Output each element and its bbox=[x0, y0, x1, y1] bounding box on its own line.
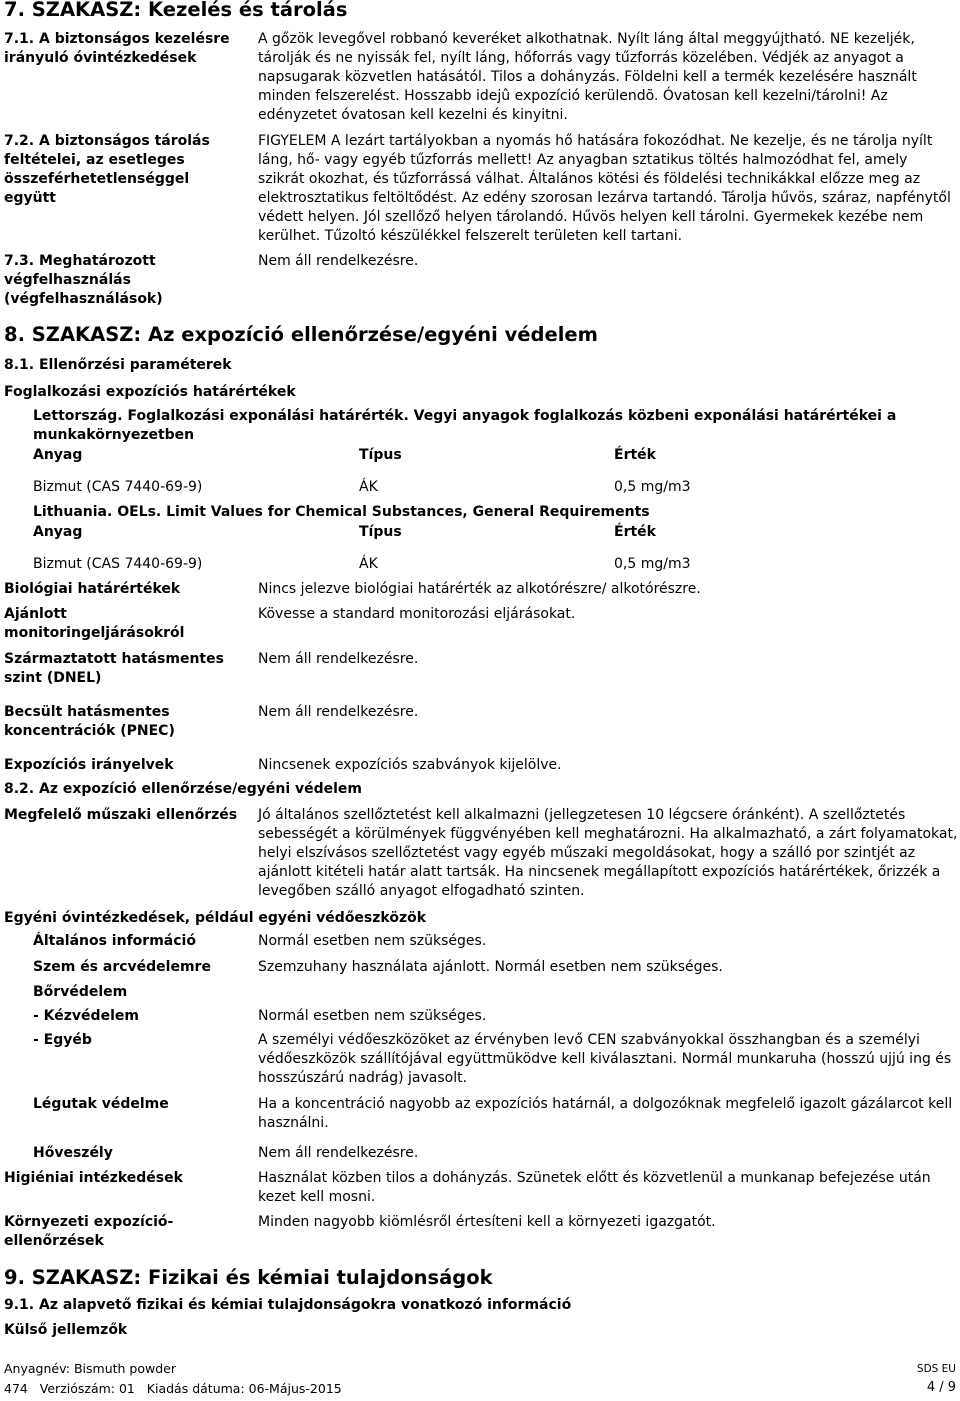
table1-col-ertek: Érték bbox=[614, 447, 656, 463]
s91-heading: 9.1. Az alapvető fizikai és kémiai tulajdonságokra vonatkozó információ bbox=[4, 1297, 572, 1313]
other-label: - Egyéb bbox=[33, 1032, 92, 1048]
guidelines-text: Nincsenek expozíciós szabványok kijelölve. bbox=[258, 757, 562, 773]
engineering-text: Jó általános szellőztetést kell alkalmazni (jellegzetesen 10 légcsere óránként). A szellőztetés sebességét a körülmények függvényében kell meghatározni. Ha alkalmazható, a zárt folyamatokat, helyi elszívásos szellőztetést vagy egyéb műszaki megoldásokat, hogy a szálló por szintjét az ajánlott kitételi határ alatt tartsák. Ha nincsenek megállapított expozíciós határértékek, őrizzék a levegőben szálló anyagot elfogadható szinten. bbox=[258, 807, 958, 899]
oel-heading: Foglalkozási expozíciós határértékek bbox=[4, 384, 296, 400]
guidelines-label: Expozíciós irányelvek bbox=[4, 757, 174, 773]
general-info-text: Normál esetben nem szükséges. bbox=[258, 933, 487, 949]
table1-value: 0,5 mg/m3 bbox=[614, 479, 691, 495]
footer-meta: 474 Verziószám: 01 Kiadás dátuma: 06-Május-2015 bbox=[4, 1381, 342, 1396]
ppe-heading: Egyéni óvintézkedések, például egyéni védőeszközök bbox=[4, 910, 427, 926]
environmental-text: Minden nagyobb kiömlésről értesíteni kell a környezeti igazgatót. bbox=[258, 1214, 716, 1230]
table1-title: Lettország. Foglalkozási exponálási határérték. Vegyi anyagok foglalkozás közbeni exponálási határértékei a munkakörnyezetben bbox=[33, 408, 897, 443]
table2-col-ertek: Érték bbox=[614, 524, 656, 540]
s71-text: A gőzök levegővel robbanó keveréket alkothatnak. Nyílt láng által meggyújtható. NE kezeljék, tárolják és ne nyissák fel, nyílt láng, hőforrás vagy tűzforrás közelében. Védjék az anyagot a napsugarak közvetlen hatásától. Tilos a dohányzás. Földelni kell a termék kezelésére használt minden felszerelést. Hosszabb idejû expozíció kerülendõ. Óvatosan kell kezelni/tárolni! Az edényzetet óvatosan kell kezelni és kinyitni. bbox=[258, 31, 917, 123]
hygiene-text: Használat közben tilos a dohányzás. Szünetek előtt és közvetlenül a munkanap befejezése után kezet kell mosni. bbox=[258, 1170, 931, 1205]
general-info-label: Általános információ bbox=[33, 933, 196, 949]
section-7-title: 7. SZAKASZ: Kezelés és tárolás bbox=[4, 0, 348, 21]
pnec-label: Becsült hatásmentes koncentrációk (PNEC) bbox=[4, 704, 175, 739]
s73-label: 7.3. Meghatározott végfelhasználás (végfelhasználások) bbox=[4, 253, 163, 307]
s71-label: 7.1. A biztonságos kezelésre irányuló óvintézkedések bbox=[4, 31, 230, 66]
table2-value: 0,5 mg/m3 bbox=[614, 556, 691, 572]
s72-label: 7.2. A biztonságos tárolás feltételei, az esetleges összeférhetetlenséggel együtt bbox=[4, 133, 210, 206]
table2-col-tipus: Típus bbox=[359, 524, 402, 540]
s81-heading: 8.1. Ellenőrzési paraméterek bbox=[4, 357, 232, 373]
table2-type: ÁK bbox=[359, 556, 378, 572]
thermal-label: Hőveszély bbox=[33, 1145, 113, 1161]
footer-product: Anyagnév: Bismuth powder bbox=[4, 1361, 177, 1376]
table1-col-tipus: Típus bbox=[359, 447, 402, 463]
table1-substance: Bizmut (CAS 7440-69-9) bbox=[33, 479, 203, 495]
environmental-label: Környezeti expozíció-ellenőrzések bbox=[4, 1214, 174, 1249]
s73-text: Nem áll rendelkezésre. bbox=[258, 253, 419, 269]
thermal-text: Nem áll rendelkezésre. bbox=[258, 1145, 419, 1161]
eye-text: Szemzuhany használata ajánlott. Normál esetben nem szükséges. bbox=[258, 959, 723, 975]
pnec-text: Nem áll rendelkezésre. bbox=[258, 704, 419, 720]
other-text: A személyi védőeszközöket az érvényben levő CEN szabványokkal összhangban és a személyi védőeszközök szállítójával együttmüködve kell kiválasztani. Normál munkaruha (hosszú ujjú ing és hosszúszárú nadrág) javasolt. bbox=[258, 1032, 952, 1086]
respiratory-label: Légutak védelme bbox=[33, 1096, 169, 1112]
table2-col-anyag: Anyag bbox=[33, 524, 83, 540]
dnel-label: Származtatott hatásmentes szint (DNEL) bbox=[4, 651, 224, 686]
monitoring-label: Ajánlott monitoringeljárásokról bbox=[4, 606, 185, 641]
table2-title: Lithuania. OELs. Limit Values for Chemical Substances, General Requirements bbox=[33, 504, 650, 520]
section-8-title: 8. SZAKASZ: Az expozíció ellenőrzése/egyéni védelem bbox=[4, 323, 598, 346]
footer-sds: SDS EU bbox=[916, 1363, 956, 1375]
dnel-text: Nem áll rendelkezésre. bbox=[258, 651, 419, 667]
page-number: 4 / 9 bbox=[926, 1380, 956, 1395]
table2-substance: Bizmut (CAS 7440-69-9) bbox=[33, 556, 203, 572]
eye-label: Szem és arcvédelemre bbox=[33, 959, 211, 975]
bio-label: Biológiai határértékek bbox=[4, 581, 181, 597]
hand-label: - Kézvédelem bbox=[33, 1008, 139, 1024]
appearance-heading: Külső jellemzők bbox=[4, 1322, 128, 1338]
section-9-title: 9. SZAKASZ: Fizikai és kémiai tulajdonságok bbox=[4, 1266, 493, 1289]
table1-type: ÁK bbox=[359, 479, 378, 495]
bio-text: Nincs jelezve biológiai határérték az alkotórészre/ alkotórészre. bbox=[258, 581, 701, 597]
skin-label: Bőrvédelem bbox=[33, 984, 128, 1000]
table1-col-anyag: Anyag bbox=[33, 447, 83, 463]
monitoring-text: Kövesse a standard monitorozási eljárásokat. bbox=[258, 606, 576, 622]
hand-text: Normál esetben nem szükséges. bbox=[258, 1008, 487, 1024]
engineering-label: Megfelelő műszaki ellenőrzés bbox=[4, 807, 238, 823]
respiratory-text: Ha a koncentráció nagyobb az expozíciós határnál, a dolgozóknak megfelelő igazolt gázálarcot kell használni. bbox=[258, 1096, 953, 1131]
hygiene-label: Higiéniai intézkedések bbox=[4, 1170, 183, 1186]
s82-heading: 8.2. Az expozíció ellenőrzése/egyéni védelem bbox=[4, 781, 363, 797]
s72-text: FIGYELEM A lezárt tartályokban a nyomás hő hatására fokozódhat. Ne kezelje, és ne tárolja nyílt láng, hő- vagy egyéb tűzforrás mellett! Az anyagban sztatikus töltés halmozódhat fel, amely szikrát okozhat, és tűzforrássá válhat. Általános kötési és földelési technikákkal előzze meg az elektrosztatikus feltöltődést. Az edény szorosan lezárva tartandó. Tárolja hűvös, száraz, napfénytől védett helyen. Jól szellőző helyen tárolandó. Hűvös helyen kell tárolni. Gyermekek kezébe nem kerülhet. Tűzoltó készülékkel felszerelt területen kell tartani. bbox=[258, 133, 951, 244]
